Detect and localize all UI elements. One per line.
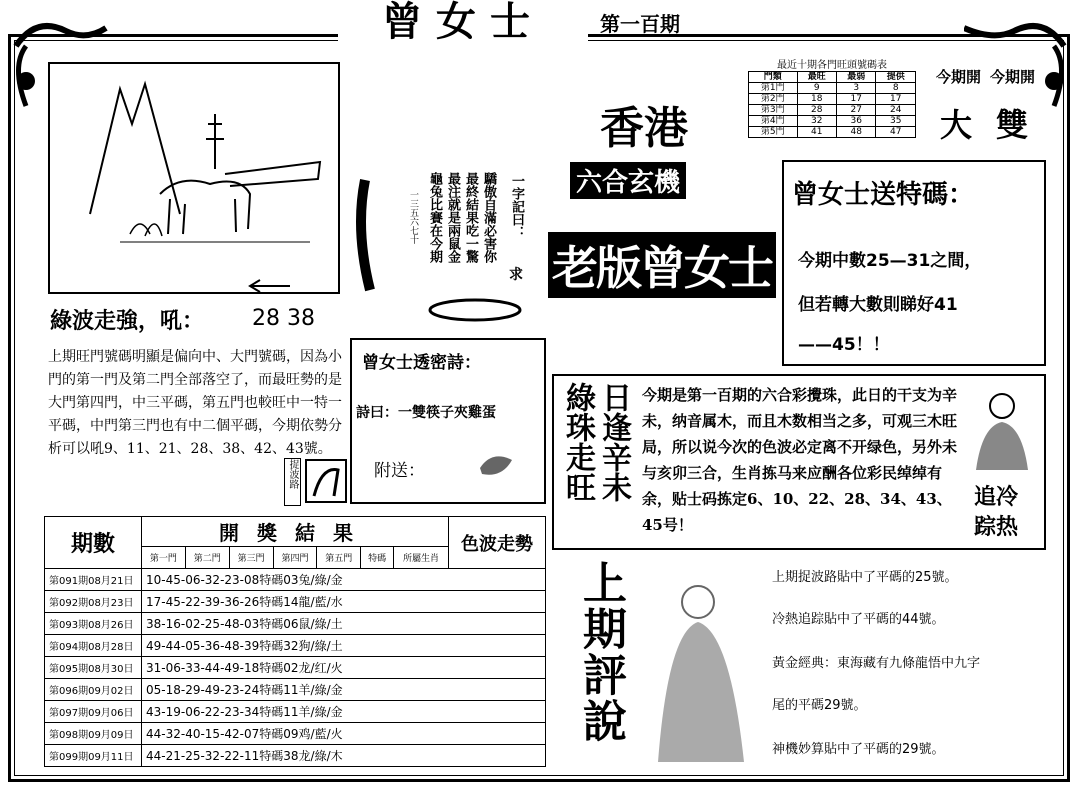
hk-banner	[540, 92, 780, 342]
zi-label: 一字記曰：	[509, 174, 524, 239]
stats-cell: 35	[876, 116, 916, 127]
sub-header: 第四門	[273, 547, 317, 569]
stats-cell: 47	[876, 127, 916, 138]
stats-cell: 第3門	[749, 105, 798, 116]
sub-header: 第五門	[317, 547, 361, 569]
track-b: 踪热	[974, 515, 1019, 540]
stats-cell: 24	[876, 105, 916, 116]
row-period: 第096期09月02日	[45, 679, 142, 701]
col-title: 開獎結果	[142, 517, 449, 547]
stats-cell: 第2門	[749, 94, 798, 105]
row-result: 38-16-02-25-48-03特碼06鼠/綠/土	[142, 613, 546, 635]
hk-line2: 六合玄機	[570, 162, 686, 199]
table-row	[45, 613, 546, 635]
stats-cell: 第1門	[749, 83, 798, 94]
table-row	[45, 635, 546, 657]
hk-line3: 老版曾女士	[548, 232, 776, 298]
row-result: 44-21-25-32-22-11特碼38龙/綠/木	[142, 745, 546, 767]
deity-figure-icon	[634, 572, 754, 768]
hk-line1: 香港	[600, 103, 688, 154]
green-wave-numbers: 28 38	[252, 306, 315, 331]
stats-header: 門類	[749, 72, 798, 83]
stats-header: 最弱	[837, 72, 876, 83]
review-line4: 尾的平碼29號。	[772, 698, 867, 713]
open-label-2: 今期開	[990, 68, 1036, 86]
page-title: 曾女士	[338, 0, 588, 44]
row-period: 第094期08月28日	[45, 635, 142, 657]
verse-col1: 綠珠走旺	[560, 382, 595, 502]
special-line1: 今期中數25—31之間，	[798, 251, 982, 271]
table-row	[45, 679, 546, 701]
verse-col2: 日逢辛未	[596, 382, 631, 502]
stats-title: 最近十期各門旺頭號碼表	[777, 60, 887, 71]
row-period: 第097期09月06日	[45, 701, 142, 723]
col-period: 期數	[45, 517, 142, 569]
table-row	[45, 723, 546, 745]
review-line3: 黃金經典：東海藏有九條龍悟中九字	[772, 656, 981, 671]
open-value-1: 大	[940, 106, 973, 144]
analysis-text: 上期旺門號碼明顯是偏向中、大門號碼，因為小門的第一門及第二門全部落空了，而最旺勢的是大門第四門，中三平碼，第五門也較旺中一特一平碼，中門第三門也有中二個平碼，今期依勢分析可以吼9、11、21、28、38、42、43號。	[48, 349, 342, 457]
horse-icon	[304, 456, 348, 506]
secret-title: 曾女士透密詩：	[362, 353, 481, 373]
stats-cell: 17	[837, 94, 876, 105]
stats-cell: 28	[797, 105, 836, 116]
row-result: 44-32-40-15-42-07特碼09鸡/藍/火	[142, 723, 546, 745]
zi-value: 求	[509, 267, 523, 283]
stats-cell: 32	[797, 116, 836, 127]
cow-mountain-illustration	[50, 64, 338, 292]
review-line1: 上期捉波路貼中了平碼的25號。	[772, 570, 958, 585]
stats-cell: 9	[797, 83, 836, 94]
sub-header: 所屬生肖	[394, 547, 449, 569]
small-poem-col: 龜兔比賽在今期	[427, 172, 442, 263]
row-period: 第092期08月23日	[45, 591, 142, 613]
stats-cell: 8	[876, 83, 916, 94]
sub-header: 特碼	[361, 547, 394, 569]
secret-poem: 詩曰：一雙筷子夾雞蛋	[356, 405, 496, 421]
stats-header: 最旺	[797, 72, 836, 83]
table-row	[45, 591, 546, 613]
secret-box	[350, 338, 546, 504]
special-box	[782, 160, 1046, 366]
track-a: 追冷	[974, 485, 1019, 510]
col-trend: 色波走勢	[449, 517, 546, 569]
table-row	[45, 657, 546, 679]
forecast-text: 今期是第一百期的六合彩攪珠，此日的干支为辛未，纳音属木，而且木数相当之多，可观三木旺局，所以说今次的色波必定离不开绿色，另外未与亥卯三合，生肖拣马来应酬各位彩民绰绰有余，贴士码拣定6、10、22、28、34、43、45号！	[642, 386, 958, 534]
stats-cell: 27	[837, 105, 876, 116]
row-period: 第091期08月21日	[45, 569, 142, 591]
issue-number: 第一百期	[600, 12, 680, 36]
open-value-2: 雙	[996, 106, 1029, 144]
stats-cell: 48	[837, 127, 876, 138]
special-line3: ——45！！	[798, 335, 890, 355]
table-row	[45, 569, 546, 591]
review-line5: 神機妙算貼中了平碼的29號。	[772, 742, 945, 757]
row-period: 第099期09月11日	[45, 745, 142, 767]
special-title: 曾女士送特碼：	[792, 180, 975, 210]
stats-header: 提供	[876, 72, 916, 83]
review-title: 上期評說	[575, 560, 626, 744]
sub-header: 第一門	[142, 547, 186, 569]
row-result: 05-18-29-49-23-24特碼11羊/綠/金	[142, 679, 546, 701]
row-result: 43-19-06-22-23-34特碼11羊/綠/金	[142, 701, 546, 723]
table-row	[45, 745, 546, 767]
row-period: 第093期08月26日	[45, 613, 142, 635]
sub-header: 第二門	[185, 547, 229, 569]
row-result: 17-45-22-39-36-26特碼14龍/藍/水	[142, 591, 546, 613]
small-poem-col: 最終結果吃一驚	[463, 172, 478, 263]
small-poem-col: 驕傲自滿必害你	[481, 172, 496, 263]
results-table	[44, 516, 546, 767]
stats-cell: 36	[837, 116, 876, 127]
small-poem-sign: 一三五六七十	[408, 190, 418, 244]
row-result: 49-44-05-36-48-39特碼32狗/綠/土	[142, 635, 546, 657]
stats-cell: 17	[876, 94, 916, 105]
secret-gift: 附送：	[374, 461, 425, 481]
sage-portrait-icon	[962, 386, 1042, 472]
stats-cell: 18	[797, 94, 836, 105]
row-period: 第095期08月30日	[45, 657, 142, 679]
special-line2: 但若轉大數則睇好41	[798, 295, 958, 315]
catch-label: 捉波路	[284, 458, 301, 506]
scroll-panel	[345, 170, 545, 330]
stats-cell: 3	[837, 83, 876, 94]
row-result: 10-45-06-32-23-08特碼03兔/綠/金	[142, 569, 546, 591]
stats-cell: 41	[797, 127, 836, 138]
sub-header: 第三門	[229, 547, 273, 569]
stats-cell: 第5門	[749, 127, 798, 138]
open-label-1: 今期開	[936, 68, 982, 86]
shrimp-icon	[472, 444, 522, 484]
stats-cell: 第4門	[749, 116, 798, 127]
review-line2: 冷熱追踪貼中了平碼的44號。	[772, 612, 945, 627]
landscape-picture	[48, 62, 340, 294]
green-wave-label: 綠波走強，吼：	[50, 309, 205, 334]
row-result: 31-06-33-44-49-18特碼02龙/红/火	[142, 657, 546, 679]
forecast-box	[552, 374, 1046, 550]
table-row	[45, 701, 546, 723]
small-poem-col: 最注就是兩鼠金	[445, 172, 460, 263]
row-period: 第098期09月09日	[45, 723, 142, 745]
